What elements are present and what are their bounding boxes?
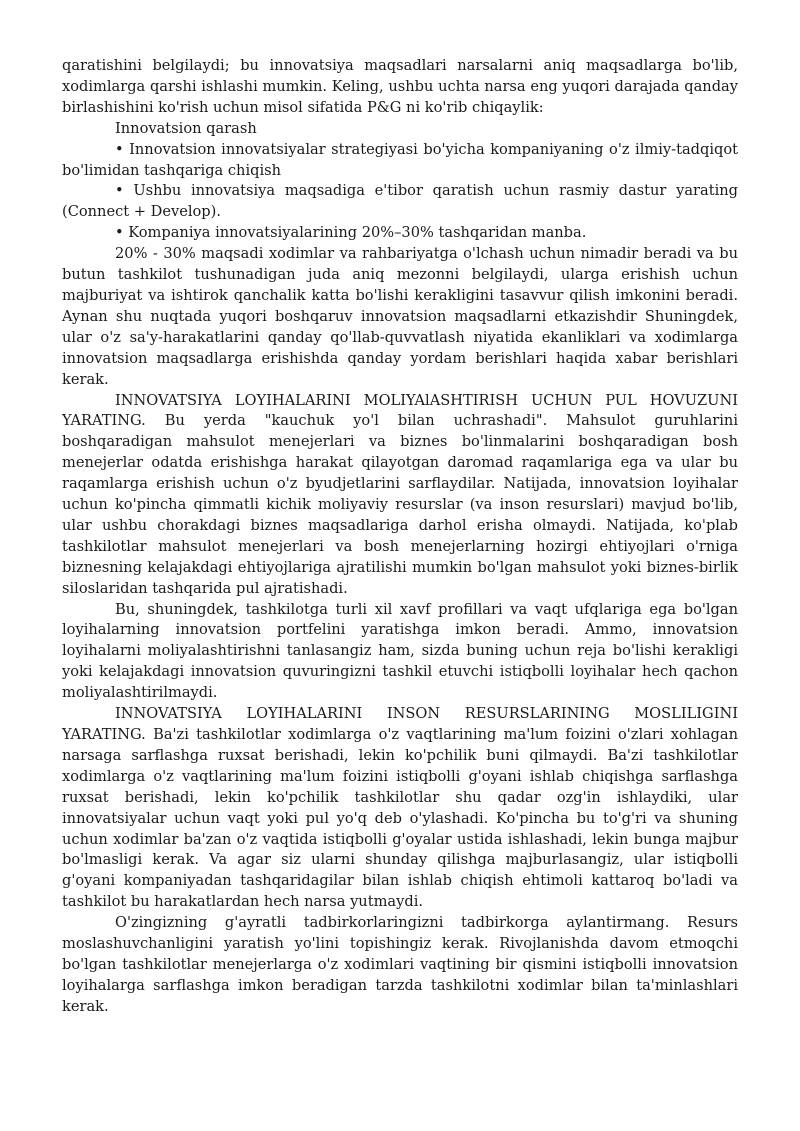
paragraph-intro: qaratishini belgilaydi; bu innovatsiya maqsadlari narsalarni aniq maqsadlarga bo'lib, xodimlarga qarshi ishlashi mumkin. Keling, ushbu uchta narsa eng yuqori darajada qanday birlashishini ko'rish uchun misol sifatida P&G ni ko'rib chiqaylik:	[62, 57, 738, 116]
paragraph-funding-pool: INNOVATSIYA LOYIHALARINI MOLIYAlASHTIRISH UCHUN PUL HOVUZUNI YARATING. Bu yerda "kauchuk yo'l bilan uchrashadi". Mahsulot guruhlarini boshqaradigan mahsulot menejerlari va biznes bo'linmalarini boshqaradigan bosh menejerlar odatda erishishga harakat qilayotgan daromad raqamlariga ega va ular bu raqamlarga erishish uchun o'z byudjetlarini sarflaydilar. Natijada, innovatsion loyihalar uchun ko'pincha qimmatli kichik moliyaviy resurslar (va inson resurslari) mavjud bo'lib, ular ushbu chorakdagi biznes maqsadlariga darhol erisha olmaydi. Natijada, ko'plab tashkilotlar mahsulot menejerlari va bosh menejerlarning hozirgi ehtiyojlari o'rniga biznesning kelajakdagi ehtiyojlariga ajratilishi mumkin bo'lgan mahsulot yoki biznes-birlik siloslaridan tashqarida pul ajratishadi.	[62, 391, 738, 597]
document-page	[62, 56, 738, 1018]
paragraph-human-resources: INNOVATSIYA LOYIHALARINI INSON RESURSLARINING MOSLILIGINI YARATING. Ba'zi tashkilotlar xodimlarga o'z vaqtlarining ma'lum foizini o'zlari xohlagan narsaga sarflashga ruxsat berishadi, lekin ko'pchilik buni qilmaydi. Ba'zi tashkilotlar xodimlarga o'z vaqtlarining ma'lum foizini istiqbolli g'oyani ishlab chiqishga sarflashga ruxsat berishadi, lekin ko'pchilik tashkilotlar shu qadar ozg'in ishlaydiki, ular innovatsiyalar uchun vaqt yoki pul yo'q deb o'ylashadi. Ko'pincha bu to'g'ri va shuning uchun xodimlar ba'zan o'z vaqtida istiqbolli g'oyalar ustida ishlashadi, lekin bunga majbur bo'lmasligi kerak. Va agar siz ularni shunday qilishga majburlasangiz, ular istiqbolli g'oyani kompaniyadan tashqaridagilar bilan ishlab chiqish ehtimoli kattaroq bo'ladi va tashkilot bu harakatlardan hech narsa yutmaydi.	[62, 705, 738, 911]
paragraph-entrepreneurs: O'zingizning g'ayratli tadbirkorlaringizni tadbirkorga aylantirmang. Resurs moslashuvchanligini yaratish yo'lini topishingiz kerak. Rivojlanishda davom etmoqchi bo'lgan tashkilotlar menejerlarga o'z xodimlari vaqtining bir qismini istiqbolli innovatsion loyihalarga sarflashga imkon beradigan tarzda tashkilotni xodimlar bilan ta'minlashlari kerak.	[62, 914, 738, 1015]
bullet-item-2: • Ushbu innovatsiya maqsadiga e'tibor qaratish uchun rasmiy dastur yarating (Connect + Develop).	[62, 182, 738, 221]
heading-innovation-vision: Innovatsion qarash	[115, 119, 257, 137]
bullet-item-3: • Kompaniya innovatsiyalarining 20%–30% tashqaridan manba.	[115, 224, 587, 242]
bullet-item-1: • Innovatsion innovatsiyalar strategiyasi bo'yicha kompaniyaning o'z ilmiy-tadqiqot bo'limidan tashqariga chiqish	[62, 140, 738, 179]
paragraph-target-percent: 20% - 30% maqsadi xodimlar va rahbariyatga o'lchash uchun nimadir beradi va bu butun tashkilot tushunadigan juda aniq mezonni belgilaydi, ularga erishish uchun majburiyat va ishtirok qanchalik katta bo'lishi kerakligini tasavvur qilish imkonini beradi. Aynan shu nuqtada yuqori boshqaruv innovatsion maqsadlarni etkazishdir Shuningdek, ular o'z sa'y-harakatlarini qanday qo'llab-quvvatlash niyatida ekanliklari va xodimlarga innovatsion maqsadlarga erishishda qanday yordam berishlari haqida xabar berishlari kerak.	[62, 245, 738, 388]
paragraph-portfolio: Bu, shuningdek, tashkilotga turli xil xavf profillari va vaqt ufqlariga ega bo'lgan loyihalarning innovatsion portfelini yaratishga imkon beradi. Ammo, innovatsion loyihalarni moliyalashtirishni tanlasangiz ham, sizda buning uchun reja bo'lishi kerakligi yoki kelajakdagi innovatsion quvuringizni tashkil etuvchi istiqbolli loyihalar hech qachon moliyalashtirilmaydi.	[62, 600, 738, 702]
